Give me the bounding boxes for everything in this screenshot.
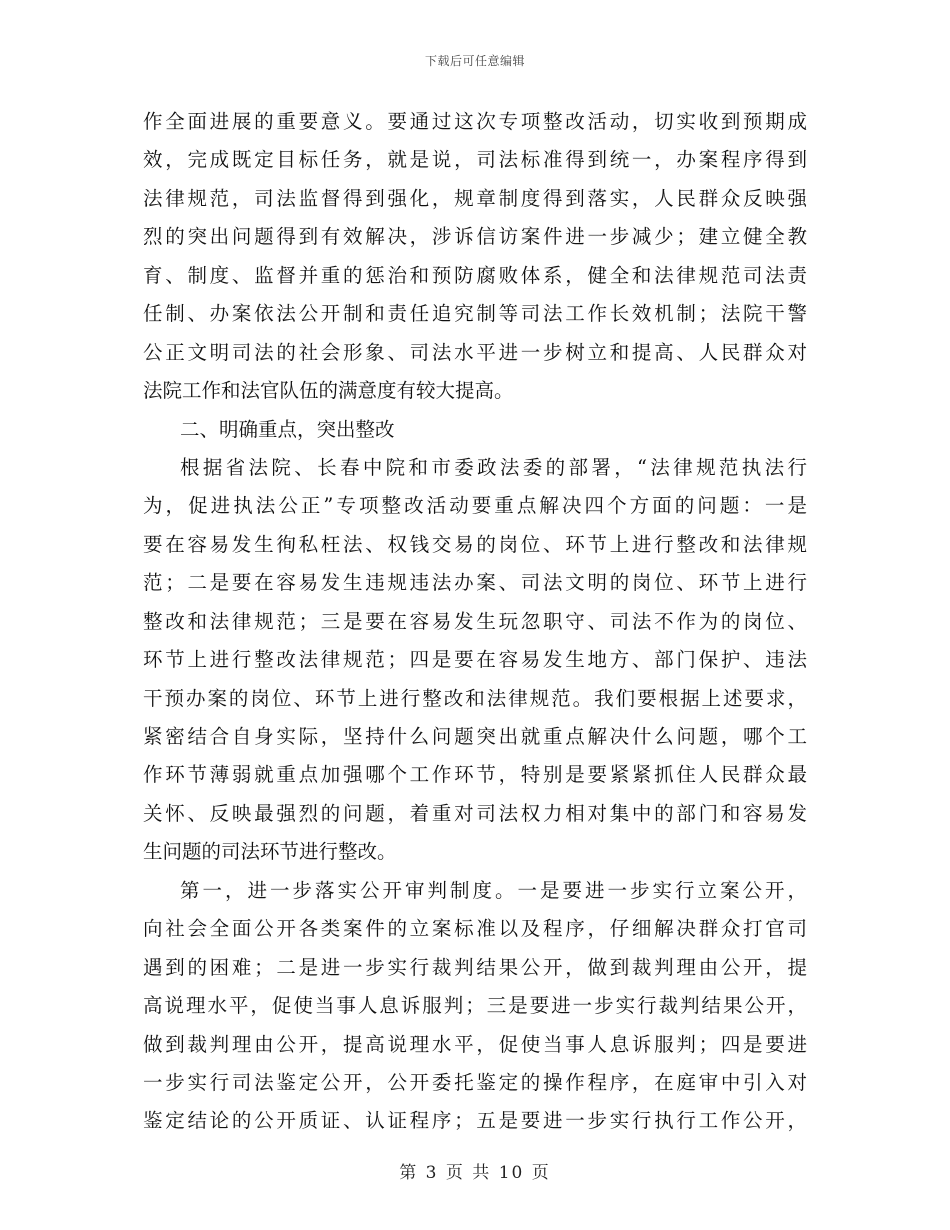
paragraph-line: 作环节薄弱就重点加强哪个工作环节，特别是要紧紧抓住人民群众最	[143, 763, 807, 787]
section-heading: 二、明确重点，突出整改	[180, 417, 395, 441]
paragraph-line: 效，完成既定目标任务，就是说，司法标准得到统一，办案程序得到	[143, 148, 807, 172]
paragraph-line: 关怀、反映最强烈的问题，着重对司法权力相对集中的部门和容易发	[143, 801, 807, 825]
paragraph-line: 任制、办案依法公开制和责任追究制等司法工作长效机制；法院干警	[143, 302, 807, 326]
page-header: 下载后可任意编辑	[424, 54, 525, 68]
paragraph-line: 法院工作和法官队伍的满意度有较大提高。	[143, 379, 514, 403]
paragraph-line: 生问题的司法环节进行整改。	[143, 840, 397, 864]
paragraph-line: 整改和法律规范；三是要在容易发生玩忽职守、司法不作为的岗位、	[143, 609, 807, 633]
paragraph-line: 要在容易发生徇私枉法、权钱交易的岗位、环节上进行整改和法律规	[143, 532, 807, 556]
paragraph-line: 紧密结合自身实际，坚持什么问题突出就重点解决什么问题，哪个工	[143, 725, 807, 748]
paragraph-line: 烈的突出问题得到有效解决，涉诉信访案件进一步减少；建立健全教	[143, 225, 807, 249]
paragraph-line: 作全面进展的重要意义。要通过这次专项整改活动，切实收到预期成	[143, 110, 807, 133]
paragraph-line: 高说理水平，促使当事人息诉服判；三是要进一步实行裁判结果公开，	[143, 994, 807, 1018]
paragraph-line: 干预办案的岗位、环节上进行整改和法律规范。我们要根据上述要求，	[143, 686, 807, 710]
document-body	[143, 103, 807, 1141]
paragraph-line: 遇到的困难；二是进一步实行裁判结果公开，做到裁判理由公开，提	[143, 955, 807, 979]
paragraph-line: 第一，进一步落实公开审判制度。一是要进一步实行立案公开，	[180, 878, 807, 902]
paragraph-line: 范；二是要在容易发生违规违法办案、司法文明的岗位、环节上进行	[143, 571, 807, 595]
paragraph-line: 法律规范，司法监督得到强化，规章制度得到落实，人民群众反映强	[143, 186, 807, 210]
paragraph-line: 公正文明司法的社会形象、司法水平进一步树立和提高、人民群众对	[143, 340, 807, 364]
paragraph-line: 向社会全面公开各类案件的立案标准以及程序，仔细解决群众打官司	[143, 917, 807, 941]
paragraph-line: 育、制度、监督并重的惩治和预防腐败体系，健全和法律规范司法责	[143, 263, 807, 287]
paragraph-line: 鉴定结论的公开质证、认证程序；五是要进一步实行执行工作公开，	[143, 1109, 807, 1133]
paragraph-line: 环节上进行整改法律规范；四是要在容易发生地方、部门保护、违法	[143, 648, 807, 672]
paragraph-line: 为，促进执法公正”专项整改活动要重点解决四个方面的问题：一是	[143, 494, 807, 518]
paragraph-line: 根据省法院、长春中院和市委政法委的部署，“法律规范执法行	[180, 455, 807, 479]
paragraph-line: 做到裁判理由公开，提高说理水平，促使当事人息诉服判；四是要进	[143, 1032, 807, 1056]
page-number: 第 3 页 共 10 页	[399, 1163, 551, 1183]
paragraph-line: 一步实行司法鉴定公开，公开委托鉴定的操作程序，在庭审中引入对	[143, 1070, 807, 1094]
